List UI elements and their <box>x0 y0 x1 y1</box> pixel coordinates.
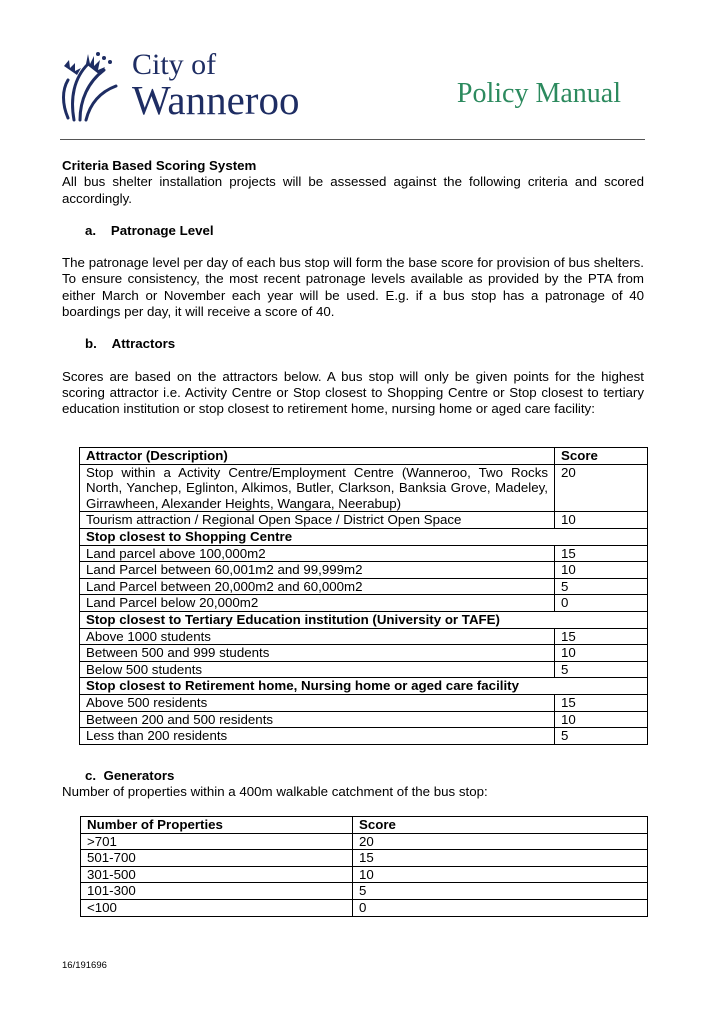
attractor-description: Land Parcel between 20,000m2 and 60,000m2 <box>80 578 555 595</box>
table-row <box>80 645 648 662</box>
subsection-b-title: Attractors <box>111 336 176 352</box>
header-divider <box>60 139 645 140</box>
attractor-score: 15 <box>555 545 648 562</box>
table-section-row <box>80 528 648 545</box>
property-count: 301-500 <box>81 866 353 883</box>
attractor-score: 5 <box>555 578 648 595</box>
subsection-c-title: Generators <box>103 768 175 783</box>
attractor-score: 10 <box>555 645 648 662</box>
table-section-row <box>80 611 648 628</box>
property-count: 101-300 <box>81 883 353 900</box>
properties-header-count: Number of Properties <box>81 817 353 834</box>
attractor-description: Land Parcel between 60,001m2 and 99,999m2 <box>80 562 555 579</box>
section-heading: Criteria Based Scoring System <box>62 158 257 173</box>
properties-header-row <box>81 817 648 834</box>
attractor-description: Above 500 residents <box>80 694 555 711</box>
attractors-header-description: Attractor (Description) <box>80 448 555 465</box>
subsection-c-heading <box>62 768 644 784</box>
document-body <box>62 158 644 418</box>
attractor-description: Land parcel above 100,000m2 <box>80 545 555 562</box>
table-row <box>80 512 648 529</box>
attractors-header-row <box>80 448 648 465</box>
attractor-description: Below 500 students <box>80 661 555 678</box>
attractor-score: 15 <box>555 628 648 645</box>
subsection-a-heading <box>62 223 644 239</box>
attractor-score: 20 <box>555 464 648 512</box>
property-count: 501-700 <box>81 850 353 867</box>
table-row <box>80 711 648 728</box>
table-row <box>80 578 648 595</box>
logo-text-name: Wanneroo <box>132 77 300 123</box>
document-reference: 16/191696 <box>62 960 107 971</box>
properties-header-score: Score <box>353 817 648 834</box>
attractor-score: 10 <box>555 711 648 728</box>
table-row <box>81 866 648 883</box>
subsection-c-text: Number of properties within a 400m walkable catchment of the bus stop: <box>62 784 488 800</box>
attractor-score: 10 <box>555 562 648 579</box>
attractor-description: Between 500 and 999 students <box>80 645 555 662</box>
attractor-score: 10 <box>555 512 648 529</box>
subsection-a-title: Patronage Level <box>110 222 214 238</box>
attractor-description: Between 200 and 500 residents <box>80 711 555 728</box>
property-score: 20 <box>353 833 648 850</box>
subsection-b-heading <box>62 336 644 352</box>
table-row <box>80 728 648 745</box>
subsection-b-text: Scores are based on the attractors below. A bus stop will only be given points for the highest scoring attractor i.e. Activity Centre or Stop closest to Shopping Centre or Stop closest to tertiary education institution or stop closest to retirement home, nursing home or aged care facility: <box>62 368 644 417</box>
attractor-description: Stop within a Activity Centre/Employment Centre (Wanneroo, Two Rocks North, Yanchep, Eglinton, Alkimos, Butler, Clarkson, Banksia Grove, Madeley, Girrawheen, Alexander Heights, Wangara, Neerabup) <box>80 464 555 512</box>
attractors-table <box>79 447 648 745</box>
attractor-description: Tourism attraction / Regional Open Space / District Open Space <box>80 512 555 529</box>
table-section-label: Stop closest to Retirement home, Nursing home or aged care facility <box>80 678 648 695</box>
attractor-score: 15 <box>555 694 648 711</box>
logo-text-city: City of <box>132 48 217 81</box>
subsection-a-text: The patronage level per day of each bus stop will form the base score for provision of bus shelters. To ensure consistency, the most recent patronage levels available as provided by the PTA from either March or November each year will be used. E.g. if a bus stop has a patronage of 40 boardings per day, it will receive a score of 40. <box>62 255 644 320</box>
table-section-row <box>80 678 648 695</box>
manual-title: Policy Manual <box>456 78 621 109</box>
subsection-b-label: b. <box>85 336 97 352</box>
table-row <box>80 694 648 711</box>
attractor-description: Land Parcel below 20,000m2 <box>80 595 555 612</box>
table-row <box>81 883 648 900</box>
table-row <box>80 628 648 645</box>
property-score: 5 <box>353 883 648 900</box>
intro-paragraph: All bus shelter installation projects will be assessed against the following criteria and scored accordingly. <box>62 174 644 206</box>
table-row <box>80 562 648 579</box>
attractor-score: 5 <box>555 661 648 678</box>
attractor-score: 0 <box>555 595 648 612</box>
banksia-icon <box>60 46 130 126</box>
property-count: >701 <box>81 833 353 850</box>
attractor-description: Less than 200 residents <box>80 728 555 745</box>
attractor-score: 5 <box>555 728 648 745</box>
city-logo <box>60 46 330 126</box>
attractors-header-score: Score <box>555 448 648 465</box>
table-section-label: Stop closest to Tertiary Education institution (University or TAFE) <box>80 611 648 628</box>
subsection-c <box>62 768 644 801</box>
properties-table <box>80 816 648 917</box>
table-row <box>81 833 648 850</box>
table-row <box>81 850 648 867</box>
property-score: 0 <box>353 899 648 916</box>
property-count: <100 <box>81 899 353 916</box>
subsection-c-label: c. <box>85 768 97 783</box>
table-row <box>80 595 648 612</box>
table-section-label: Stop closest to Shopping Centre <box>80 528 648 545</box>
table-row <box>80 545 648 562</box>
property-score: 15 <box>353 850 648 867</box>
table-row <box>80 464 648 512</box>
table-row <box>80 661 648 678</box>
table-row <box>81 899 648 916</box>
attractor-description: Above 1000 students <box>80 628 555 645</box>
subsection-a-label: a. <box>85 222 97 238</box>
property-score: 10 <box>353 866 648 883</box>
